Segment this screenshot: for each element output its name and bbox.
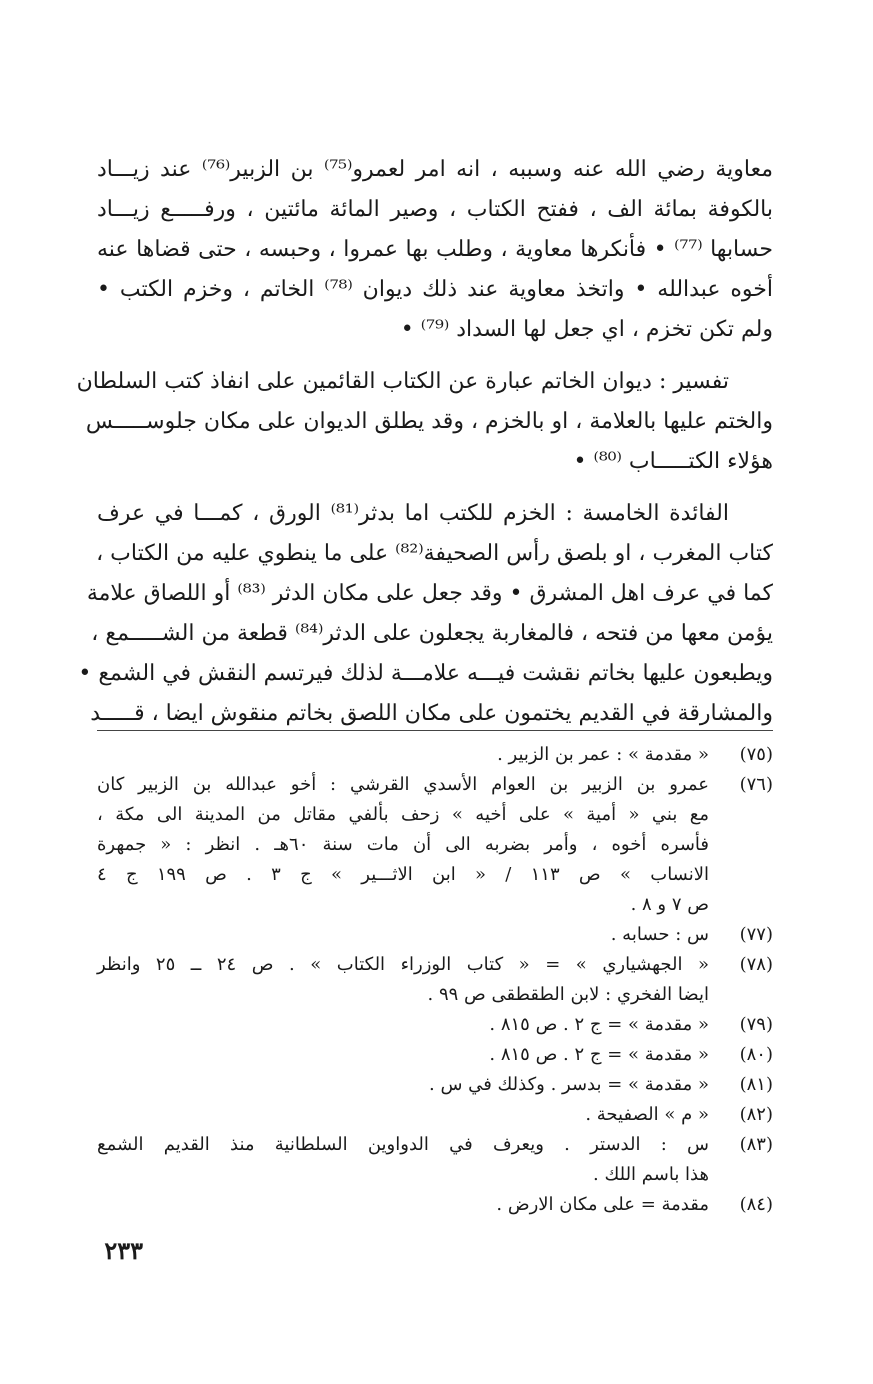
text-line: والختم عليها بالعلامة ، او بالخزم ، وقد يطلق الديوان على مكان جلوســـــس [85, 409, 773, 434]
footnote-line: س : حسابه . [610, 924, 709, 945]
text-line: كتاب المغرب ، او بلصق رأس الصحيفة⁽⁸²⁾ على ما ينطوي عليه من الكتاب ، [96, 541, 773, 566]
footnote-line: مع بني « أمية » على أخيه » زحف بألفي مقاتل من المدينة الى مكة ، [97, 804, 709, 825]
text-line: حسابها ⁽⁷⁷⁾ • فأنكرها معاوية ، وطلب بها عمروا ، وحبسه ، حتى قضاها عنه [97, 237, 773, 262]
footnote-line: فأسره أخوه ، وأمر بضربه الى أن مات سنة ٦٠هـ . انظر : « جمهرة [97, 834, 709, 855]
footnote-78 [97, 950, 773, 1010]
footnote-line: الانساب » ص ١١٣ / « ابن الاثـــير » ج ٣ . ص ١٩٩ ج ٤ [97, 864, 710, 885]
footnote-number: (٧٩) [739, 1014, 773, 1035]
text-line: كما في عرف اهل المشرق • وقد جعل على مكان الدثر ⁽⁸³⁾ أو اللصاق علامة [86, 581, 773, 606]
footnote-76 [97, 770, 773, 920]
footnote-divider [97, 730, 773, 731]
footnote-line: « مقدمة » : عمر بن الزبير . [497, 744, 709, 765]
footnote-number: (٧٨) [739, 954, 773, 975]
text-line: ولم تكن تخزم ، اي جعل لها السداد ⁽⁷⁹⁾ • [400, 317, 773, 342]
footnote-line: « م » الصفيحة . [585, 1104, 709, 1125]
footnote-75 [97, 740, 773, 770]
footnote-number: (٧٦) [739, 774, 773, 795]
footnote-text [97, 1010, 709, 1040]
footnote-text [97, 1070, 709, 1100]
footnote-text [97, 950, 709, 1010]
paragraph-2 [76, 362, 773, 482]
footnote-83 [97, 1130, 773, 1190]
text-line: الفائدة الخامسة : الخزم للكتب اما بدثر⁽⁸¹⁾ الورق ، كمـــا في عرف [97, 501, 729, 526]
text-line: ويطبعون عليها بخاتم نقشت فيـــه علامـــة لذلك فيرتسم النقش في الشمع • [78, 661, 773, 686]
text-line: بالكوفة بمائة الف ، ففتح الكتاب ، وصير المائة مائتين ، ورفـــــع زيـــاد [97, 197, 773, 222]
footnote-line: مقدمة = على مكان الارض . [496, 1194, 709, 1215]
footnote-84 [97, 1190, 773, 1220]
paragraph-3 [78, 494, 773, 734]
text-line: والمشارقة في القديم يختمون على مكان اللصق بخاتم منقوش ايضا ، قـــــد [90, 701, 773, 726]
footnote-line: « مقدمة » = ج ٢ . ص ٨١٥ . [489, 1044, 709, 1065]
footnotes [97, 740, 773, 1220]
footnote-line: « مقدمة » = ج ٢ . ص ٨١٥ . [489, 1014, 709, 1035]
footnote-line: ص ٧ و ٨ . [630, 894, 709, 915]
footnote-number: (٨٤) [739, 1194, 773, 1215]
footnote-line: « الجهشياري » = « كتاب الوزراء الكتاب » . ص ٢٤ ــ ٢٥ وانظر [97, 954, 710, 975]
footnote-text [97, 1190, 709, 1220]
main-text [76, 150, 774, 734]
footnote-text [97, 770, 709, 920]
footnote-79 [97, 1010, 773, 1040]
footnote-number: (٨٠) [739, 1044, 773, 1065]
footnote-line: ايضا الفخري : لابن الطقطقى ص ٩٩ . [427, 984, 709, 1005]
footnote-line: س : الدستر . ويعرف في الدواوين السلطانية منذ القديم الشمع [97, 1134, 709, 1155]
footnote-text [97, 920, 709, 950]
footnote-text [97, 1100, 709, 1130]
footnote-number: (٧٧) [739, 924, 773, 945]
footnote-number: (٧٥) [739, 744, 773, 765]
footnote-line: « مقدمة » = بدسر . وكذلك في س . [429, 1074, 709, 1095]
text-line: تفسير : ديوان الخاتم عبارة عن الكتاب القائمين على انفاذ كتب السلطان [76, 369, 729, 394]
footnote-81 [97, 1070, 773, 1100]
footnote-number: (٨١) [739, 1074, 773, 1095]
footnote-text [97, 740, 709, 770]
text-line: هؤلاء الكتـــــاب ⁽⁸⁰⁾ • [573, 449, 773, 474]
text-line: يؤمن معها من فتحه ، فالمغاربة يجعلون على الدثر⁽⁸⁴⁾ قطعة من الشـــــمع ، [91, 621, 773, 646]
footnote-number: (٨٢) [739, 1104, 773, 1125]
footnote-80 [97, 1040, 773, 1070]
text-line: معاوية رضي الله عنه وسببه ، انه امر لعمرو⁽⁷⁵⁾ بن الزبير⁽⁷⁶⁾ عند زيـــاد [97, 157, 773, 182]
footnote-line: هذا باسم اللك . [593, 1164, 709, 1185]
footnote-77 [97, 920, 773, 950]
text-line: أخوه عبدالله • واتخذ معاوية عند ذلك ديوان ⁽⁷⁸⁾ الخاتم ، وخزم الكتب • [97, 277, 774, 302]
paragraph-1 [97, 150, 773, 350]
page-number: ٢٣٣ [104, 1236, 143, 1265]
footnote-text [97, 1130, 709, 1190]
footnote-82 [97, 1100, 773, 1130]
footnote-line: عمرو بن الزبير بن العوام الأسدي القرشي : أخو عبدالله بن الزبير كان [97, 774, 709, 795]
footnote-text [97, 1040, 709, 1070]
footnote-number: (٨٣) [739, 1134, 773, 1155]
